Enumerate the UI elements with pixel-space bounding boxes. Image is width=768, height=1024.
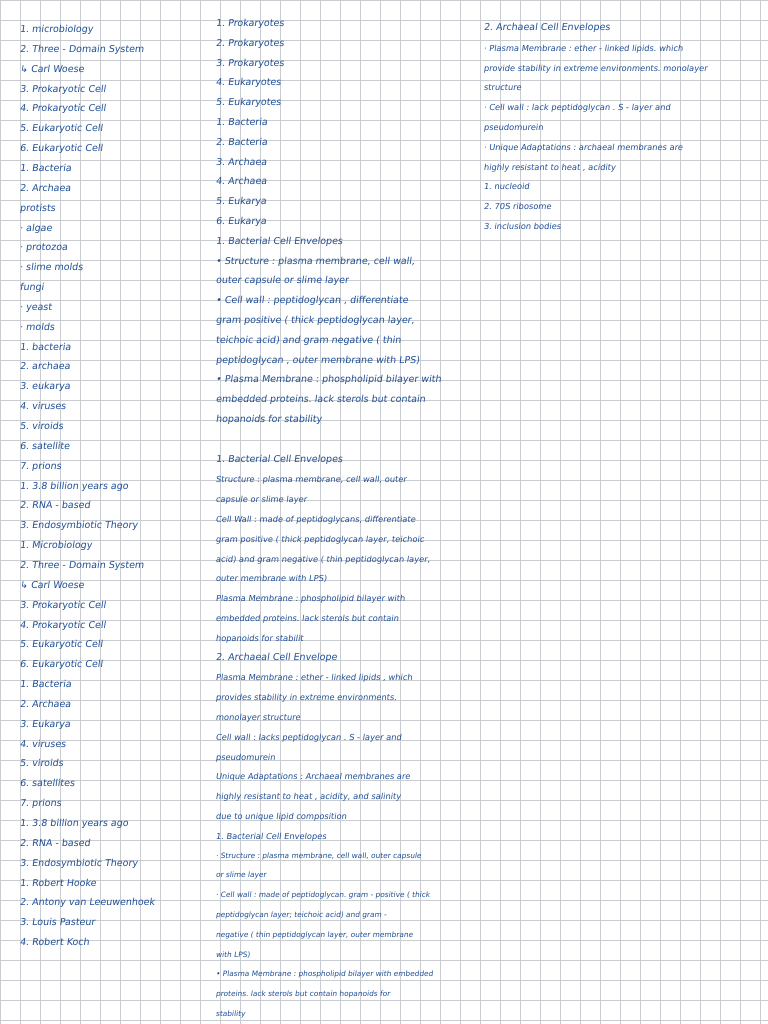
note-line: monolayer structure: [215, 712, 302, 722]
note-line: 2. Antony van Leeuwenhoek: [19, 897, 156, 909]
note-line: 3. Prokaryotic Cell: [19, 83, 107, 95]
note-line: acid) and gram negative ( thin peptidoglycan layer,: [215, 553, 432, 564]
note-line: 1. Bacteria: [215, 117, 269, 128]
note-line: teichoic acid) and gram negative ( thin: [215, 334, 403, 346]
note-line: 2. Bacteria: [215, 136, 269, 148]
note-line: · Cell wall : made of peptidoglycan. gram - positive ( thick: [215, 890, 431, 900]
note-line: peptidoglycan layer; teichoic acid) and gram -: [215, 910, 388, 919]
note-line: 2. Prokaryotes: [215, 37, 286, 49]
note-line: · Structure : plasma membrane, cell wall, outer capsule: [215, 850, 423, 860]
note-line: due to unique lipid composition: [215, 811, 348, 821]
note-line: • Structure : plasma membrane, cell wall,: [215, 255, 416, 267]
note-line: 1. Bacterial Cell Envelopes: [215, 235, 344, 247]
note-line: 2. RNA - based: [19, 500, 92, 512]
note-line: 7. prions: [19, 798, 63, 810]
note-line: 6. Eukaryotic Cell: [19, 143, 104, 155]
note-line: hopanoids for stability: [215, 414, 323, 425]
note-line: • Plasma Membrane : phospholipid bilayer with: [215, 374, 443, 386]
note-line: 3. inclusion bodies: [483, 221, 562, 231]
note-line: 5. Eukaryotes: [215, 97, 282, 109]
note-line: 5. viroids: [19, 758, 65, 770]
note-line: · slime molds: [19, 262, 84, 274]
note-line: 1. 3.8 billion years ago: [19, 818, 130, 829]
note-line: 5. Eukarya: [215, 196, 268, 208]
note-line: · yeast: [19, 301, 53, 313]
note-line: or slime layer: [215, 870, 268, 880]
note-line: 2. Archaea: [19, 698, 72, 710]
note-line: · molds: [19, 321, 56, 333]
note-line: · protozoa: [19, 242, 69, 254]
note-line: hopanoids for stabilit: [215, 632, 305, 643]
note-line: capsule or slime layer: [215, 494, 308, 505]
note-line: 6. Eukarya: [215, 216, 268, 227]
note-line: 2. Archaeal Cell Envelopes: [483, 22, 612, 33]
note-line: 5. Eukaryotic Cell: [19, 639, 104, 651]
note-line: 1. microbiology: [19, 24, 95, 35]
note-line: · algae: [19, 222, 54, 234]
note-line: 2. archaea: [19, 361, 72, 373]
note-line: structure: [483, 82, 523, 93]
note-line: Unique Adaptations : Archaeal membranes are: [215, 771, 412, 782]
note-line: 4. viruses: [19, 738, 67, 750]
note-line: 1. Bacterial Cell Envelopes: [215, 830, 328, 841]
note-line: gram positive ( thick peptidoglycan layer, teichoic: [215, 533, 426, 544]
note-line: 3. eukarya: [19, 381, 72, 393]
note-line: pseudomurein: [215, 751, 277, 762]
note-line: Structure : plasma membrane, cell wall, outer: [215, 474, 408, 485]
note-line: • Cell wall : peptidoglycan , differentiate: [215, 295, 410, 307]
note-line: 4. Prokaryotic Cell: [19, 103, 107, 115]
note-line: 3. Archaea: [215, 156, 268, 168]
note-line: 2. 70S ribosome: [483, 201, 553, 212]
note-line: Cell wall : lacks peptidoglycan . S - layer and: [215, 731, 403, 742]
note-line: 1. Bacteria: [19, 162, 73, 174]
note-line: 4. Robert Koch: [19, 937, 91, 949]
note-line: 3. Louis Pasteur: [19, 917, 97, 929]
note-line: 1. Robert Hooke: [19, 877, 98, 889]
note-line: Cell Wall : made of peptidoglycans, differentiate: [215, 514, 417, 524]
note-line: 1. Bacterial Cell Envelopes: [215, 453, 344, 465]
note-line: embedded proteins. lack sterols but contain: [215, 394, 427, 406]
note-line: 1. bacteria: [19, 341, 72, 353]
note-line: outer membrane with LPS): [215, 573, 328, 584]
note-line: protists: [19, 202, 57, 214]
note-line: stability: [215, 1009, 247, 1018]
note-line: 2. Three - Domain System: [19, 43, 145, 55]
note-line: 3. Endosymbiotic Theory: [19, 857, 139, 869]
note-line: 1. Bacteria: [19, 679, 73, 691]
note-line: · Unique Adaptations : archaeal membranes are: [483, 141, 684, 152]
note-line: · Plasma Membrane : ether - linked lipids. which: [483, 42, 685, 53]
note-line: 1. Prokaryotes: [215, 18, 286, 29]
note-line: 5. viroids: [19, 421, 65, 432]
note-line: 5. Eukaryotic Cell: [19, 123, 104, 135]
note-line: fungi: [19, 282, 45, 294]
note-line: proteins. lack sterols but contain hopanoids for: [215, 989, 391, 999]
note-line: provide stability in extreme environments. monolayer: [483, 62, 709, 73]
note-line: 3. Prokaryotes: [215, 57, 286, 69]
note-line: 7. prions: [19, 460, 63, 472]
note-line: 4. Archaea: [215, 176, 268, 188]
note-line: highly resistant to heat , acidity, and salinity: [215, 791, 402, 802]
note-line: Plasma Membrane : ether - linked lipids , which: [215, 672, 414, 683]
note-line: 2. Archaeal Cell Envelope: [215, 651, 339, 663]
note-line: 2. RNA - based: [19, 837, 92, 849]
note-line: ↳ Carl Woese: [19, 579, 86, 591]
note-line: 1. Microbiology: [19, 540, 94, 552]
note-line: 3. Eukarya: [19, 718, 72, 730]
note-line: embedded proteins. lack sterols but contain: [215, 613, 400, 623]
note-line: 6. satellite: [19, 440, 71, 452]
note-line: 4. viruses: [19, 401, 67, 413]
note-line: outer capsule or slime layer: [215, 275, 350, 287]
note-line: 2. Archaea: [19, 182, 72, 194]
note-line: ↳ Carl Woese: [19, 63, 86, 75]
note-line: 6. Eukaryotic Cell: [19, 659, 104, 671]
note-line: provides stability in extreme environments.: [215, 692, 398, 703]
note-line: highly resistant to heat , acidity: [483, 161, 617, 172]
note-line: with LPS): [215, 949, 251, 959]
note-line: gram positive ( thick peptidoglycan layer,: [215, 315, 416, 326]
note-line: 4. Eukaryotes: [215, 77, 282, 89]
note-line: 4. Prokaryotic Cell: [19, 619, 107, 631]
note-line: peptidoglycan , outer membrane with LPS): [215, 354, 421, 366]
note-line: 3. Endosymbiotic Theory: [19, 520, 139, 532]
note-line: 1. 3.8 billion years ago: [19, 480, 130, 492]
note-line: pseudomurein: [483, 122, 545, 132]
note-line: 6. satellites: [19, 778, 76, 790]
note-line: 3. Prokaryotic Cell: [19, 599, 107, 611]
note-line: • Plasma Membrane : phospholipid bilayer with embedded: [215, 969, 434, 979]
note-line: 2. Three - Domain System: [19, 559, 145, 571]
note-line: · Cell wall : lack peptidoglycan . S - layer and: [483, 102, 672, 113]
note-line: 1. nucleoid: [483, 181, 531, 192]
note-line: negative ( thin peptidoglycan layer, outer membrane: [215, 929, 414, 939]
note-line: Plasma Membrane : phospholipid bilayer with: [215, 593, 407, 604]
